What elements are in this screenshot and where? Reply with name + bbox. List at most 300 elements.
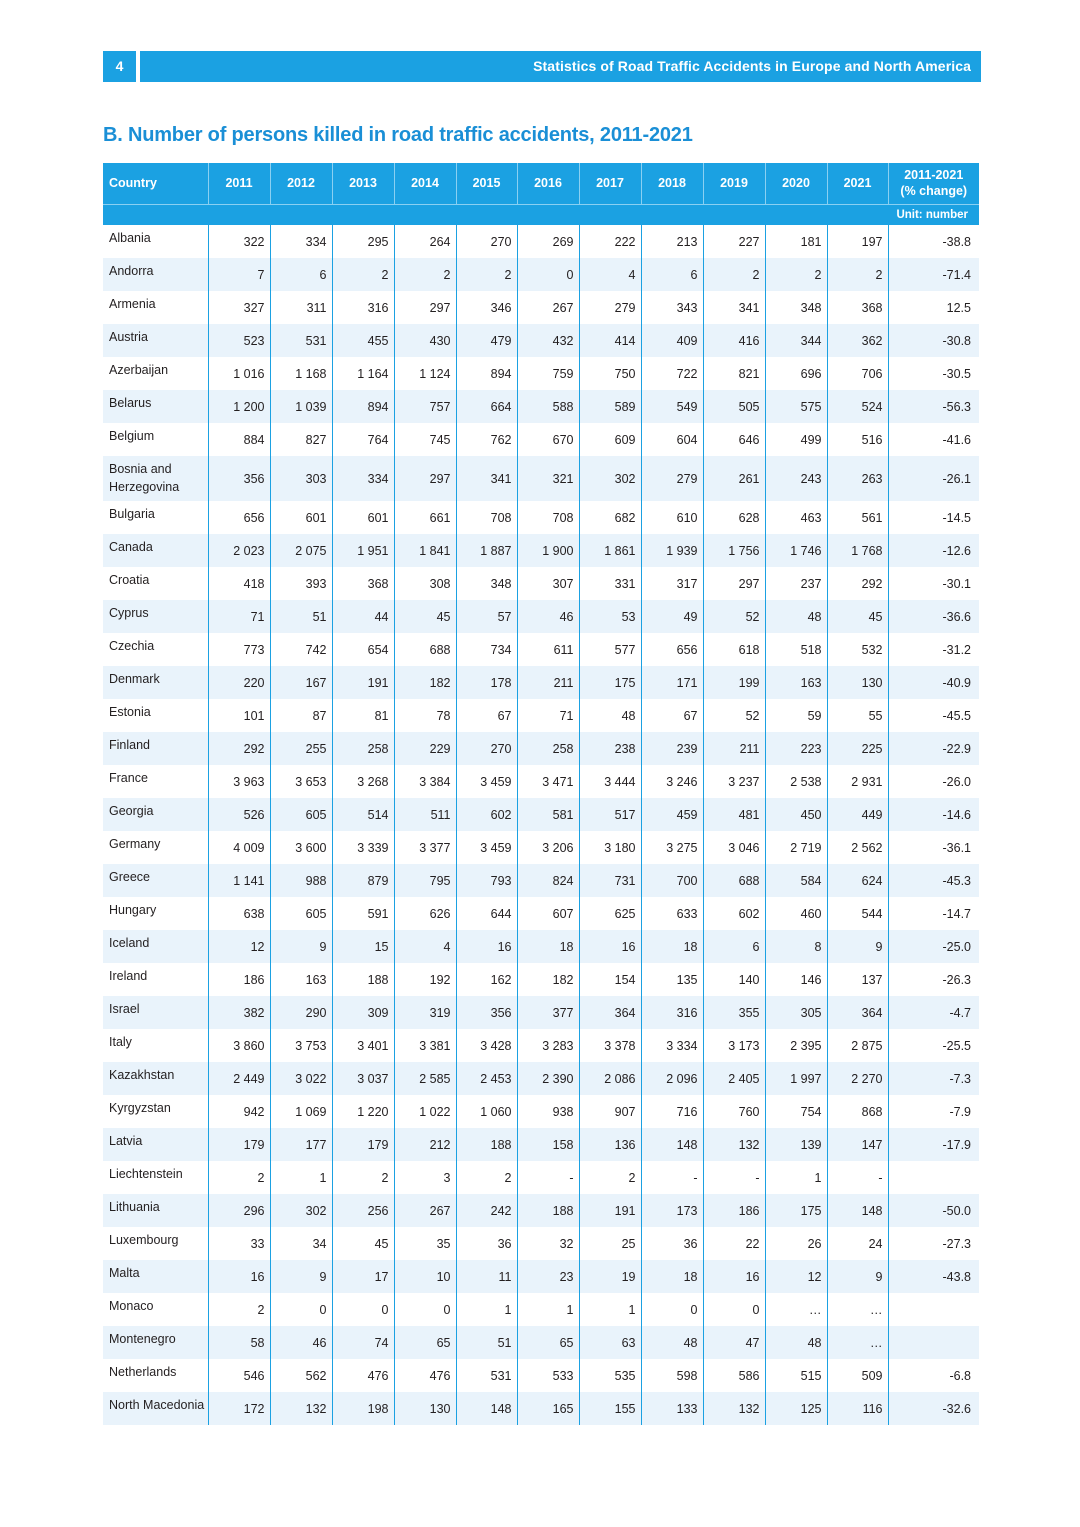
country-cell: Armenia bbox=[109, 297, 156, 311]
value-cell: 514 bbox=[332, 798, 394, 831]
value-cell: 59 bbox=[765, 699, 827, 732]
country-cell: Germany bbox=[109, 837, 161, 851]
value-cell: 16 bbox=[456, 930, 517, 963]
table-row bbox=[103, 1095, 979, 1128]
value-cell: 18 bbox=[517, 930, 579, 963]
value-cell: 509 bbox=[827, 1359, 888, 1392]
value-cell: 6 bbox=[270, 258, 332, 291]
value-cell: 316 bbox=[641, 996, 703, 1029]
value-cell: 708 bbox=[517, 501, 579, 534]
value-cell: 1 bbox=[765, 1161, 827, 1194]
value-cell: 125 bbox=[765, 1392, 827, 1425]
value-cell: 824 bbox=[517, 864, 579, 897]
table-row bbox=[103, 324, 979, 357]
table-row bbox=[103, 1227, 979, 1260]
value-cell: 722 bbox=[641, 357, 703, 390]
value-cell: 243 bbox=[765, 456, 827, 501]
value-cell: 242 bbox=[456, 1194, 517, 1227]
value-cell: 334 bbox=[332, 456, 394, 501]
country-cell: Kyrgyzstan bbox=[109, 1101, 171, 1115]
value-cell: 16 bbox=[579, 930, 641, 963]
value-cell: 2 bbox=[703, 258, 765, 291]
value-cell: 24 bbox=[827, 1227, 888, 1260]
value-cell: 3 046 bbox=[703, 831, 765, 864]
value-cell: 656 bbox=[208, 501, 270, 534]
value-cell: 356 bbox=[456, 996, 517, 1029]
value-cell: 1 939 bbox=[641, 534, 703, 567]
value-cell: 2 bbox=[579, 1161, 641, 1194]
value-cell: 575 bbox=[765, 390, 827, 423]
value-cell: 192 bbox=[394, 963, 456, 996]
country-cell: Albania bbox=[109, 231, 151, 245]
value-cell: 49 bbox=[641, 600, 703, 633]
value-cell: 303 bbox=[270, 456, 332, 501]
value-cell: 1 220 bbox=[332, 1095, 394, 1128]
value-cell: 0 bbox=[270, 1293, 332, 1326]
value-cell: 624 bbox=[827, 864, 888, 897]
value-cell: 393 bbox=[270, 567, 332, 600]
value-cell: 2 562 bbox=[827, 831, 888, 864]
value-cell: 3 471 bbox=[517, 765, 579, 798]
pct-change-cell: -36.1 bbox=[888, 831, 979, 864]
value-cell: 297 bbox=[394, 291, 456, 324]
value-cell: 708 bbox=[456, 501, 517, 534]
value-cell: 638 bbox=[208, 897, 270, 930]
table-row bbox=[103, 930, 979, 963]
value-cell: 757 bbox=[394, 390, 456, 423]
value-cell: 773 bbox=[208, 633, 270, 666]
value-cell: 279 bbox=[579, 291, 641, 324]
country-cell: Croatia bbox=[109, 573, 150, 587]
value-cell: 646 bbox=[703, 423, 765, 456]
table-row bbox=[103, 258, 979, 291]
pct-change-cell: -56.3 bbox=[888, 390, 979, 423]
value-cell: - bbox=[641, 1161, 703, 1194]
value-cell: 0 bbox=[517, 258, 579, 291]
value-cell: 734 bbox=[456, 633, 517, 666]
table-row bbox=[103, 798, 979, 831]
value-cell: 305 bbox=[765, 996, 827, 1029]
pct-change-cell: -14.5 bbox=[888, 501, 979, 534]
value-cell: 2 390 bbox=[517, 1062, 579, 1095]
pct-change-cell: -14.7 bbox=[888, 897, 979, 930]
column-header-country: Country bbox=[103, 163, 208, 204]
value-cell: 656 bbox=[641, 633, 703, 666]
value-cell: 1 060 bbox=[456, 1095, 517, 1128]
value-cell: 795 bbox=[394, 864, 456, 897]
value-cell: 48 bbox=[765, 600, 827, 633]
value-cell: 610 bbox=[641, 501, 703, 534]
value-cell: 628 bbox=[703, 501, 765, 534]
pct-change-cell: -7.3 bbox=[888, 1062, 979, 1095]
value-cell: 158 bbox=[517, 1128, 579, 1161]
value-cell: 7 bbox=[208, 258, 270, 291]
value-cell: 598 bbox=[641, 1359, 703, 1392]
country-cell: Andorra bbox=[103, 258, 208, 291]
value-cell: 255 bbox=[270, 732, 332, 765]
value-cell: 9 bbox=[827, 930, 888, 963]
value-cell: 1 bbox=[456, 1293, 517, 1326]
value-cell: 601 bbox=[332, 501, 394, 534]
country-cell: North Macedonia bbox=[103, 1392, 208, 1425]
country-cell: Belarus bbox=[103, 390, 208, 423]
value-cell: 292 bbox=[827, 567, 888, 600]
value-cell: 2 096 bbox=[641, 1062, 703, 1095]
value-cell: 182 bbox=[394, 666, 456, 699]
value-cell: 696 bbox=[765, 357, 827, 390]
pct-change-cell: -14.6 bbox=[888, 798, 979, 831]
country-cell: Bosnia and Herzegovina bbox=[103, 456, 208, 501]
value-cell: 0 bbox=[641, 1293, 703, 1326]
value-cell: 3 246 bbox=[641, 765, 703, 798]
value-cell: 74 bbox=[332, 1326, 394, 1359]
value-cell: 148 bbox=[641, 1128, 703, 1161]
value-cell: 700 bbox=[641, 864, 703, 897]
value-cell: 625 bbox=[579, 897, 641, 930]
value-cell: 3 401 bbox=[332, 1029, 394, 1062]
value-cell: 178 bbox=[456, 666, 517, 699]
table-row bbox=[103, 225, 979, 258]
value-cell: 9 bbox=[270, 1260, 332, 1293]
value-cell: 731 bbox=[579, 864, 641, 897]
value-cell: 604 bbox=[641, 423, 703, 456]
value-cell: 531 bbox=[270, 324, 332, 357]
value-cell: 188 bbox=[332, 963, 394, 996]
value-cell: 2 449 bbox=[208, 1062, 270, 1095]
value-cell: 562 bbox=[270, 1359, 332, 1392]
value-cell: 3 459 bbox=[456, 831, 517, 864]
value-cell: 297 bbox=[394, 456, 456, 501]
value-cell: 136 bbox=[579, 1128, 641, 1161]
value-cell: 269 bbox=[517, 225, 579, 258]
table-row bbox=[103, 732, 979, 765]
value-cell: 222 bbox=[579, 225, 641, 258]
pct-change-cell: 12.5 bbox=[888, 291, 979, 324]
value-cell: 3 753 bbox=[270, 1029, 332, 1062]
value-cell: 409 bbox=[641, 324, 703, 357]
value-cell: 348 bbox=[456, 567, 517, 600]
value-cell: 44 bbox=[332, 600, 394, 633]
country-cell: Austria bbox=[103, 324, 208, 357]
value-cell: 586 bbox=[703, 1359, 765, 1392]
country-cell: Monaco bbox=[109, 1299, 154, 1313]
value-cell: 261 bbox=[703, 456, 765, 501]
value-cell: 311 bbox=[270, 291, 332, 324]
value-cell: 577 bbox=[579, 633, 641, 666]
country-cell: France bbox=[109, 771, 148, 785]
value-cell: 4 bbox=[394, 930, 456, 963]
value-cell: 344 bbox=[765, 324, 827, 357]
country-cell: Kazakhstan bbox=[103, 1062, 208, 1095]
value-cell: 154 bbox=[579, 963, 641, 996]
value-cell: 3 378 bbox=[579, 1029, 641, 1062]
table-row bbox=[103, 567, 979, 600]
value-cell: 644 bbox=[456, 897, 517, 930]
value-cell: 2 405 bbox=[703, 1062, 765, 1095]
pct-change-cell: -25.0 bbox=[888, 930, 979, 963]
value-cell: 26 bbox=[765, 1227, 827, 1260]
value-cell: 515 bbox=[765, 1359, 827, 1392]
value-cell: 148 bbox=[827, 1194, 888, 1227]
value-cell: … bbox=[827, 1293, 888, 1326]
value-cell: 11 bbox=[456, 1260, 517, 1293]
country-cell: Estonia bbox=[109, 705, 151, 719]
value-cell: 2 075 bbox=[270, 534, 332, 567]
value-cell: 32 bbox=[517, 1227, 579, 1260]
value-cell: 171 bbox=[641, 666, 703, 699]
value-cell: 198 bbox=[332, 1392, 394, 1425]
pct-change-cell: -26.3 bbox=[888, 963, 979, 996]
value-cell: 745 bbox=[394, 423, 456, 456]
value-cell: 162 bbox=[456, 963, 517, 996]
value-cell: 51 bbox=[270, 600, 332, 633]
value-cell: … bbox=[765, 1293, 827, 1326]
value-cell: 368 bbox=[332, 567, 394, 600]
value-cell: 459 bbox=[641, 798, 703, 831]
value-cell: 1 861 bbox=[579, 534, 641, 567]
value-cell: 290 bbox=[270, 996, 332, 1029]
value-cell: 140 bbox=[703, 963, 765, 996]
value-cell: 505 bbox=[703, 390, 765, 423]
value-cell: 302 bbox=[270, 1194, 332, 1227]
value-cell: 455 bbox=[332, 324, 394, 357]
pct-change-cell: -12.6 bbox=[888, 534, 979, 567]
table-row bbox=[103, 1293, 979, 1326]
country-cell: Finland bbox=[103, 732, 208, 765]
value-cell: 2 453 bbox=[456, 1062, 517, 1095]
value-cell: 331 bbox=[579, 567, 641, 600]
value-cell: 238 bbox=[579, 732, 641, 765]
table-header-row bbox=[103, 163, 979, 204]
unit-row bbox=[103, 204, 979, 225]
value-cell: 549 bbox=[641, 390, 703, 423]
pct-change-cell: -30.1 bbox=[888, 567, 979, 600]
value-cell: 1 997 bbox=[765, 1062, 827, 1095]
value-cell: 181 bbox=[765, 225, 827, 258]
pct-change-cell: -45.5 bbox=[888, 699, 979, 732]
value-cell: 584 bbox=[765, 864, 827, 897]
value-cell: 343 bbox=[641, 291, 703, 324]
value-cell: 581 bbox=[517, 798, 579, 831]
value-cell: 377 bbox=[517, 996, 579, 1029]
value-cell: 188 bbox=[517, 1194, 579, 1227]
value-cell: 45 bbox=[827, 600, 888, 633]
value-cell: 46 bbox=[270, 1326, 332, 1359]
column-header-year: 2012 bbox=[270, 163, 332, 204]
value-cell: 17 bbox=[332, 1260, 394, 1293]
value-cell: 6 bbox=[641, 258, 703, 291]
value-cell: 416 bbox=[703, 324, 765, 357]
column-header-year: 2015 bbox=[456, 163, 517, 204]
value-cell: 48 bbox=[579, 699, 641, 732]
value-cell: 16 bbox=[703, 1260, 765, 1293]
value-cell: 199 bbox=[703, 666, 765, 699]
unit-label: Unit: number bbox=[103, 204, 979, 225]
value-cell: 191 bbox=[332, 666, 394, 699]
value-cell: 10 bbox=[394, 1260, 456, 1293]
value-cell: 9 bbox=[270, 930, 332, 963]
value-cell: 1 200 bbox=[208, 390, 270, 423]
value-cell: 3 428 bbox=[456, 1029, 517, 1062]
value-cell: 588 bbox=[517, 390, 579, 423]
value-cell: 2 bbox=[765, 258, 827, 291]
value-cell: 942 bbox=[208, 1095, 270, 1128]
value-cell: 607 bbox=[517, 897, 579, 930]
value-cell: 1 168 bbox=[270, 357, 332, 390]
value-cell: 1 756 bbox=[703, 534, 765, 567]
table-body bbox=[103, 225, 979, 1425]
value-cell: 258 bbox=[517, 732, 579, 765]
pct-change-cell bbox=[888, 1293, 979, 1326]
value-cell: 382 bbox=[208, 996, 270, 1029]
value-cell: 868 bbox=[827, 1095, 888, 1128]
country-cell: Malta bbox=[103, 1260, 208, 1293]
value-cell: 0 bbox=[703, 1293, 765, 1326]
value-cell: 533 bbox=[517, 1359, 579, 1392]
value-cell: 341 bbox=[456, 456, 517, 501]
value-cell: 760 bbox=[703, 1095, 765, 1128]
table-row bbox=[103, 666, 979, 699]
value-cell: 35 bbox=[394, 1227, 456, 1260]
value-cell: 544 bbox=[827, 897, 888, 930]
pct-change-cell: -40.9 bbox=[888, 666, 979, 699]
table-row bbox=[103, 357, 979, 390]
value-cell: 229 bbox=[394, 732, 456, 765]
value-cell: 258 bbox=[332, 732, 394, 765]
column-header-year: 2017 bbox=[579, 163, 641, 204]
value-cell: 132 bbox=[270, 1392, 332, 1425]
country-cell: Georgia bbox=[103, 798, 208, 831]
value-cell: 764 bbox=[332, 423, 394, 456]
value-cell: 57 bbox=[456, 600, 517, 633]
value-cell: 225 bbox=[827, 732, 888, 765]
value-cell: 177 bbox=[270, 1128, 332, 1161]
table-row bbox=[103, 1029, 979, 1062]
value-cell: 654 bbox=[332, 633, 394, 666]
value-cell: 879 bbox=[332, 864, 394, 897]
value-cell: 1 887 bbox=[456, 534, 517, 567]
value-cell: 71 bbox=[208, 600, 270, 633]
column-header-year: 2011 bbox=[208, 163, 270, 204]
value-cell: 348 bbox=[765, 291, 827, 324]
value-cell: 0 bbox=[394, 1293, 456, 1326]
table-row bbox=[103, 1161, 979, 1194]
value-cell: 591 bbox=[332, 897, 394, 930]
country-cell: Israel bbox=[103, 996, 208, 1029]
value-cell: 4 bbox=[579, 258, 641, 291]
country-cell: Bulgaria bbox=[109, 507, 155, 521]
value-cell: 2 bbox=[827, 258, 888, 291]
value-cell: 227 bbox=[703, 225, 765, 258]
table-row bbox=[103, 390, 979, 423]
value-cell: 2 bbox=[394, 258, 456, 291]
value-cell: 2 538 bbox=[765, 765, 827, 798]
value-cell: 682 bbox=[579, 501, 641, 534]
table-row bbox=[103, 963, 979, 996]
column-header-year: 2014 bbox=[394, 163, 456, 204]
value-cell: 212 bbox=[394, 1128, 456, 1161]
value-cell: 139 bbox=[765, 1128, 827, 1161]
value-cell: 18 bbox=[641, 930, 703, 963]
value-cell: 307 bbox=[517, 567, 579, 600]
value-cell: 523 bbox=[208, 324, 270, 357]
value-cell: 3 334 bbox=[641, 1029, 703, 1062]
country-cell: Greece bbox=[103, 864, 208, 897]
value-cell: 364 bbox=[579, 996, 641, 1029]
pct-change-cell: -32.6 bbox=[888, 1392, 979, 1425]
value-cell: 463 bbox=[765, 501, 827, 534]
value-cell: 414 bbox=[579, 324, 641, 357]
section-title: B. Number of persons killed in road traffic accidents, 2011-2021 bbox=[103, 124, 693, 146]
country-cell: Iceland bbox=[103, 930, 208, 963]
value-cell: 2 bbox=[332, 1161, 394, 1194]
pct-header-line1: 2011-2021 bbox=[904, 168, 964, 183]
value-cell: 309 bbox=[332, 996, 394, 1029]
column-header-year: 2021 bbox=[827, 163, 888, 204]
value-cell: 2 023 bbox=[208, 534, 270, 567]
header-title: Statistics of Road Traffic Accidents in Europe and North America bbox=[140, 51, 981, 82]
value-cell: 267 bbox=[517, 291, 579, 324]
value-cell: 34 bbox=[270, 1227, 332, 1260]
page-number: 4 bbox=[103, 51, 136, 82]
value-cell: 759 bbox=[517, 357, 579, 390]
value-cell: 3 963 bbox=[208, 765, 270, 798]
value-cell: 67 bbox=[456, 699, 517, 732]
value-cell: 1 768 bbox=[827, 534, 888, 567]
pct-change-cell: -6.8 bbox=[888, 1359, 979, 1392]
value-cell: 2 bbox=[332, 258, 394, 291]
value-cell: 186 bbox=[208, 963, 270, 996]
value-cell: 762 bbox=[456, 423, 517, 456]
pct-change-cell: -50.0 bbox=[888, 1194, 979, 1227]
value-cell: 211 bbox=[703, 732, 765, 765]
value-cell: 165 bbox=[517, 1392, 579, 1425]
column-header-year: 2013 bbox=[332, 163, 394, 204]
value-cell: 3 037 bbox=[332, 1062, 394, 1095]
pct-change-cell: -26.0 bbox=[888, 765, 979, 798]
value-cell: 3 173 bbox=[703, 1029, 765, 1062]
value-cell: 356 bbox=[208, 456, 270, 501]
table-row bbox=[103, 699, 979, 732]
value-cell: 3 381 bbox=[394, 1029, 456, 1062]
value-cell: 1 746 bbox=[765, 534, 827, 567]
value-cell: 15 bbox=[332, 930, 394, 963]
value-cell: 270 bbox=[456, 225, 517, 258]
country-cell: Hungary bbox=[109, 903, 157, 917]
value-cell: 81 bbox=[332, 699, 394, 732]
value-cell: 1 039 bbox=[270, 390, 332, 423]
pct-change-cell: -38.8 bbox=[888, 225, 979, 258]
value-cell: 894 bbox=[332, 390, 394, 423]
value-cell: 71 bbox=[517, 699, 579, 732]
value-cell: 3 283 bbox=[517, 1029, 579, 1062]
value-cell: 884 bbox=[208, 423, 270, 456]
value-cell: 45 bbox=[394, 600, 456, 633]
value-cell: 1 900 bbox=[517, 534, 579, 567]
value-cell: 52 bbox=[703, 699, 765, 732]
value-cell: 524 bbox=[827, 390, 888, 423]
pct-change-cell: -27.3 bbox=[888, 1227, 979, 1260]
table-row bbox=[103, 996, 979, 1029]
column-header-pct-change bbox=[888, 163, 979, 204]
country-cell: Latvia bbox=[103, 1128, 208, 1161]
value-cell: 476 bbox=[394, 1359, 456, 1392]
value-cell: 302 bbox=[579, 456, 641, 501]
value-cell: 1 141 bbox=[208, 864, 270, 897]
table-row bbox=[103, 501, 979, 534]
column-header-year: 2020 bbox=[765, 163, 827, 204]
value-cell: 148 bbox=[456, 1392, 517, 1425]
